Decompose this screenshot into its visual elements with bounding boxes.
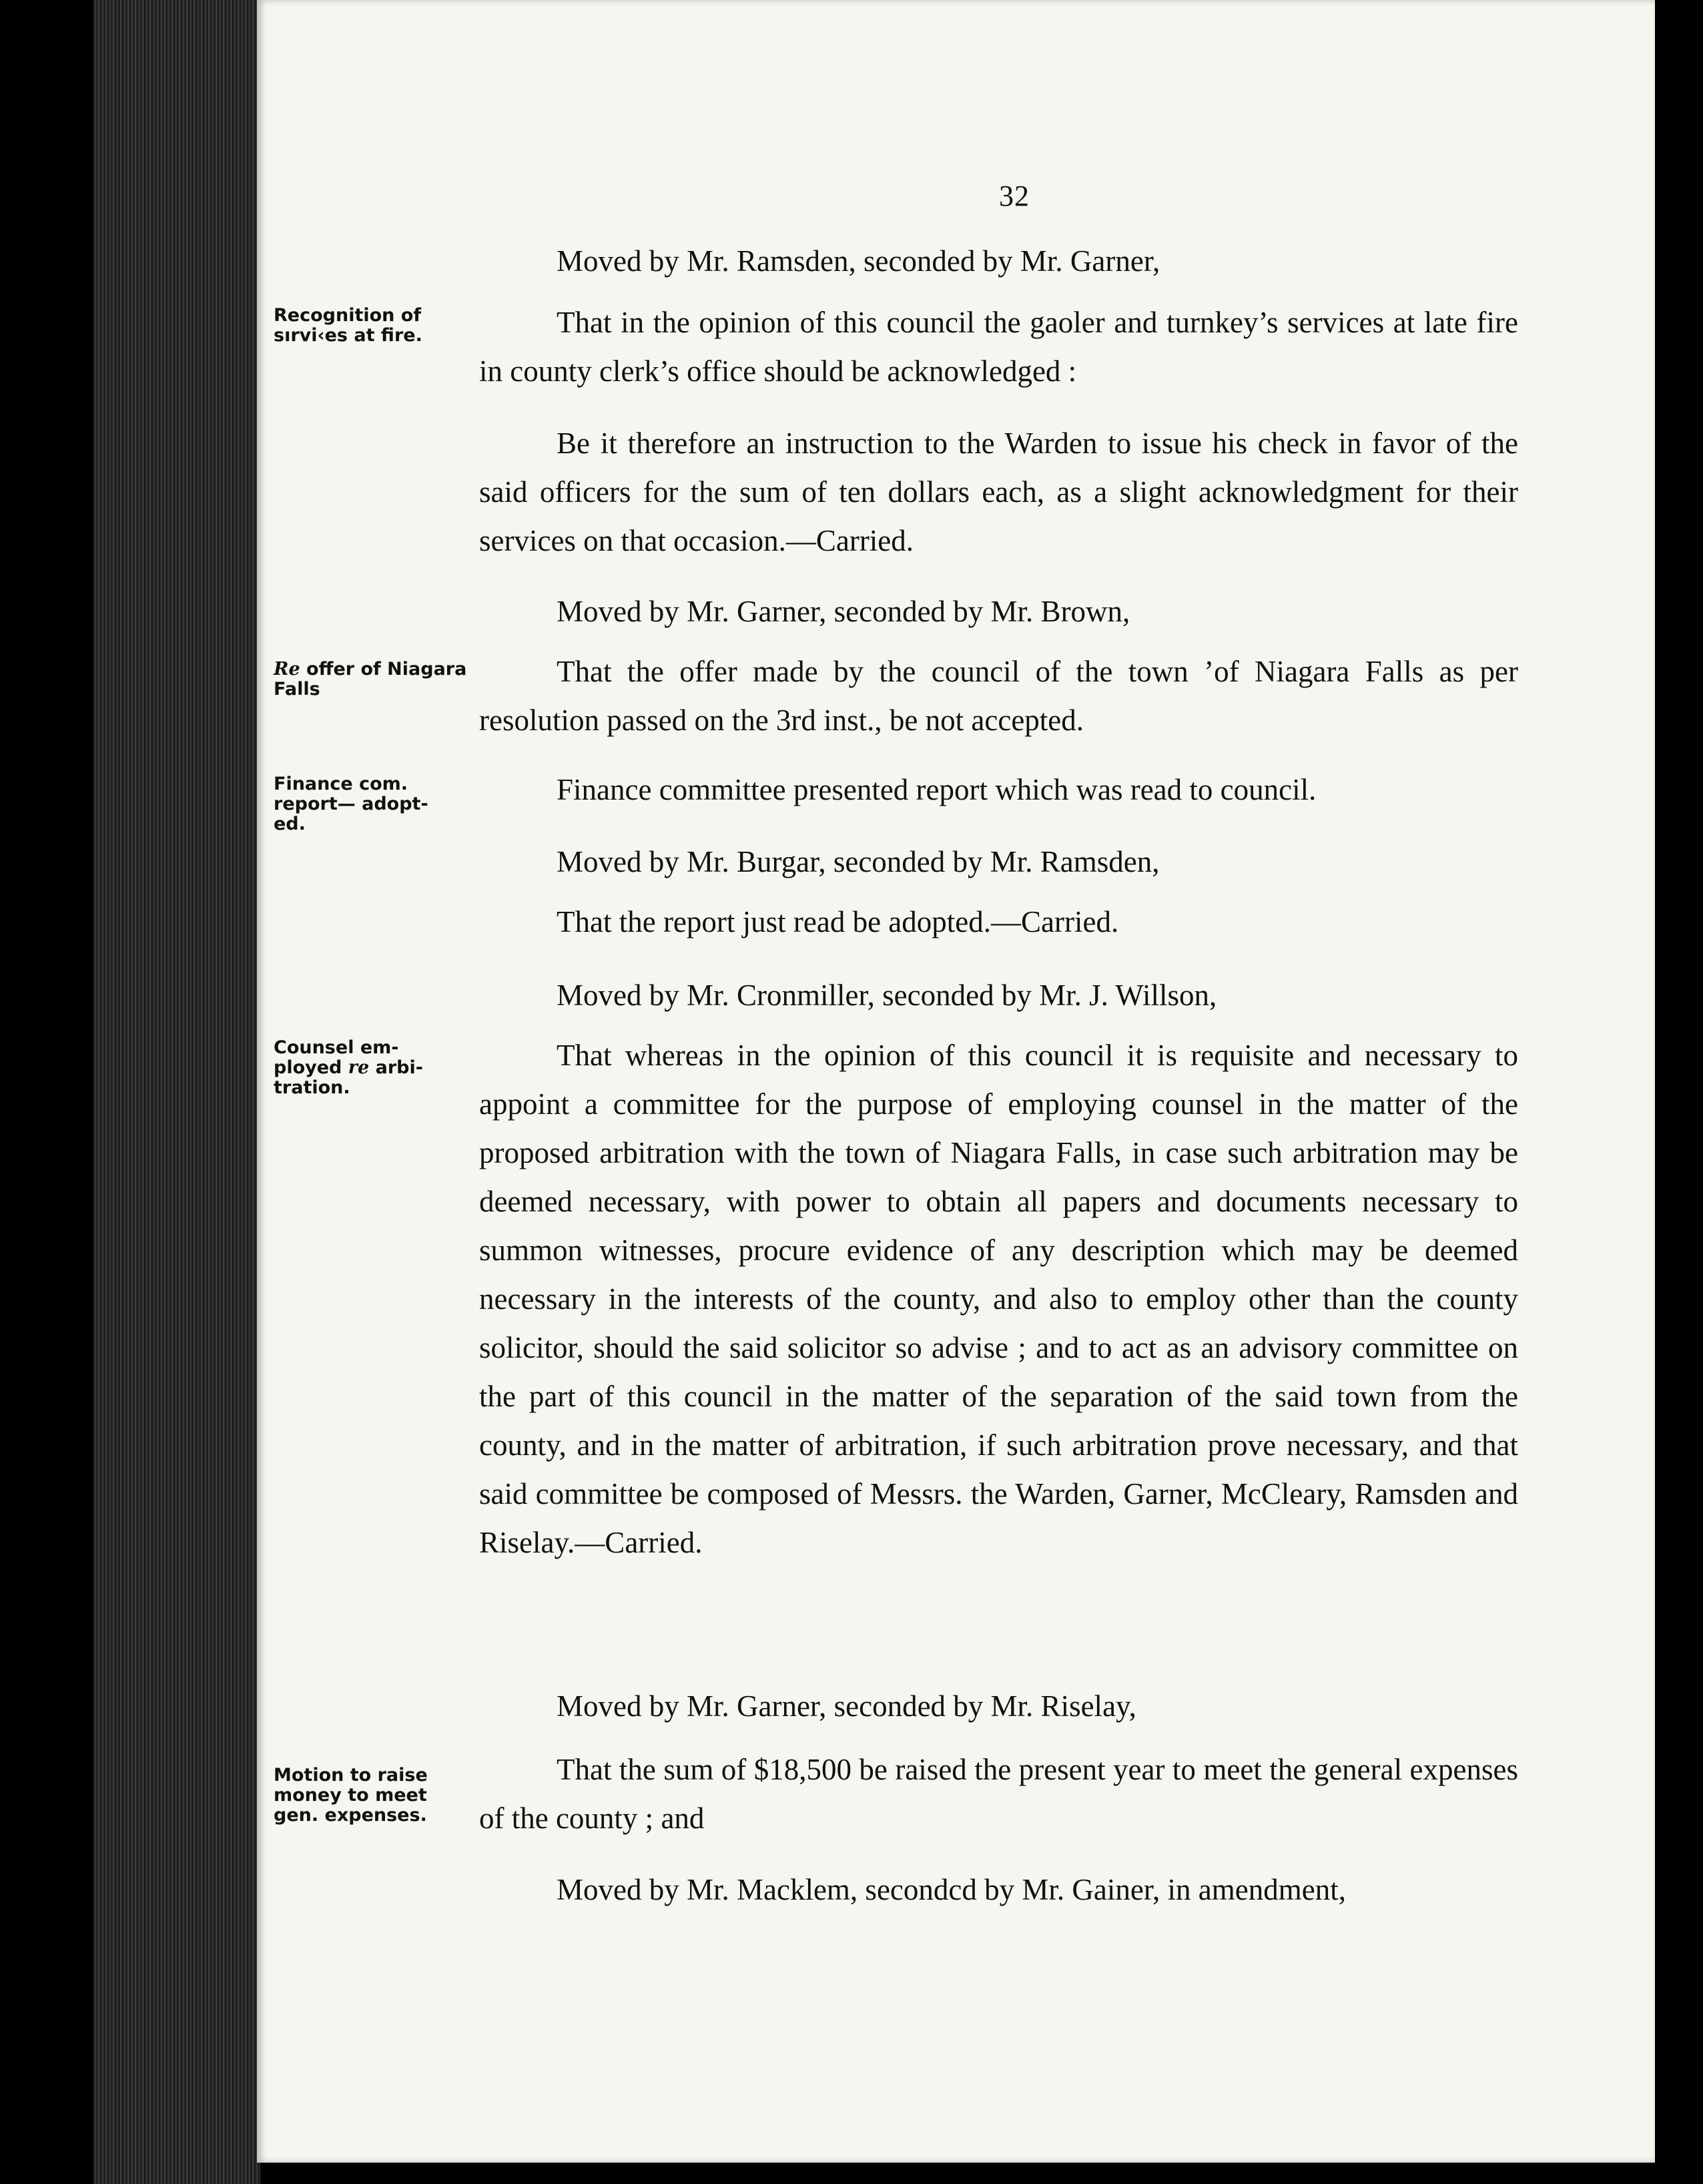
main-text-5 — [479, 647, 1518, 745]
page-number: 32 — [999, 180, 1030, 212]
paragraph-raise-money: That the sum of $18,500 be raised the present year to meet the general expenses of the county ; and — [479, 1753, 1518, 1835]
paragraph-moved-ramsden: Moved by Mr. Ramsden, seconded by Mr. Garner, — [557, 244, 1160, 278]
margin-note-counsel-b: arbi- tration. — [274, 1057, 423, 1098]
paragraph-moved-garner-brown: Moved by Mr. Garner, seconded by Mr. Brown, — [557, 595, 1130, 628]
paragraph-instruction: Be it therefore an instruction to the Warden to issue his check in favor of the said officers for the sum of ten dollars each, as a slight acknowledgment for their services on that occasion.—Carried. — [479, 427, 1518, 557]
page-edges — [93, 0, 260, 2184]
right-border — [1655, 0, 1703, 2184]
main-text-10 — [479, 1031, 1518, 1567]
main-text-13 — [479, 1866, 1518, 1914]
margin-note-niagara-text: offer of Niagara Falls — [274, 659, 467, 700]
margin-note-re: Re — [274, 659, 300, 679]
margin-note-counsel — [274, 1038, 467, 1098]
margin-note-recognition: Recognition of sırvi‹es at fire. — [274, 305, 422, 346]
main-text-4 — [479, 587, 1518, 636]
paragraph-recognition: That in the opinion of this council the gaoler and turnkey’s services at late fire in county clerk’s office should be acknowledged : — [479, 306, 1518, 388]
paragraph-niagara-offer: That the offer made by the council of the town ’of Niagara Falls as per resolution passed on the 3rd inst., be not accepted. — [479, 655, 1518, 737]
main-text — [479, 237, 1518, 286]
main-text-7 — [479, 838, 1518, 886]
paragraph-report-adopted: That the report just read be adopted.—Carried. — [557, 905, 1119, 938]
main-text-6 — [479, 766, 1518, 814]
paragraph-moved-garner-riselay: Moved by Mr. Garner, seconded by Mr. Riselay, — [557, 1689, 1136, 1723]
margin-note-counsel-re: re — [348, 1057, 370, 1078]
paragraph-counsel-committee: That whereas in the opinion of this council it is requisite and necessary to appoint a committee for the purpose of employing counsel in the matter of the proposed arbitration with the town of Niagara Falls, in case such arbitration may be deemed necessary, with power to obtain all papers and documents necessary to summon witnesses, procure evidence of any description which may be deemed necessary in the interests of the county, and also to employ other than the county solicitor, should the said solicitor so advise ; and to act as an advisory committee on the part of this council in the matter of the separation of the said town from the county, and in the matter of arbitration, if such arbitration prove necessary, and that said committee be composed of Messrs. the Warden, Garner, McCleary, Ramsden and Riselay.—Carried. — [479, 1039, 1518, 1559]
margin-note-counsel-a: Counsel em- ployed — [274, 1037, 399, 1078]
main-text-2 — [479, 298, 1518, 396]
paragraph-moved-macklem: Moved by Mr. Macklem, secondcd by Mr. Gainer, in amendment, — [557, 1873, 1346, 1906]
margin-note-motion: Motion to raise money to meet gen. expenses. — [274, 1765, 428, 1826]
paragraph-moved-cronmiller: Moved by Mr. Cronmiller, seconded by Mr. J. Willson, — [557, 979, 1217, 1012]
paragraph-moved-burgar: Moved by Mr. Burgar, seconded by Mr. Ramsden, — [557, 845, 1160, 878]
paragraph-finance-report: Finance committee presented report which was read to council. — [557, 773, 1317, 806]
margin-note-finance: Finance com. report— adopt- ed. — [274, 774, 428, 834]
main-text-12 — [479, 1745, 1518, 1843]
margin-note-niagara-offer — [274, 659, 474, 700]
main-text-8 — [479, 898, 1518, 946]
main-text-9 — [479, 971, 1518, 1020]
main-text-11 — [479, 1682, 1518, 1731]
main-text-3 — [479, 419, 1518, 565]
